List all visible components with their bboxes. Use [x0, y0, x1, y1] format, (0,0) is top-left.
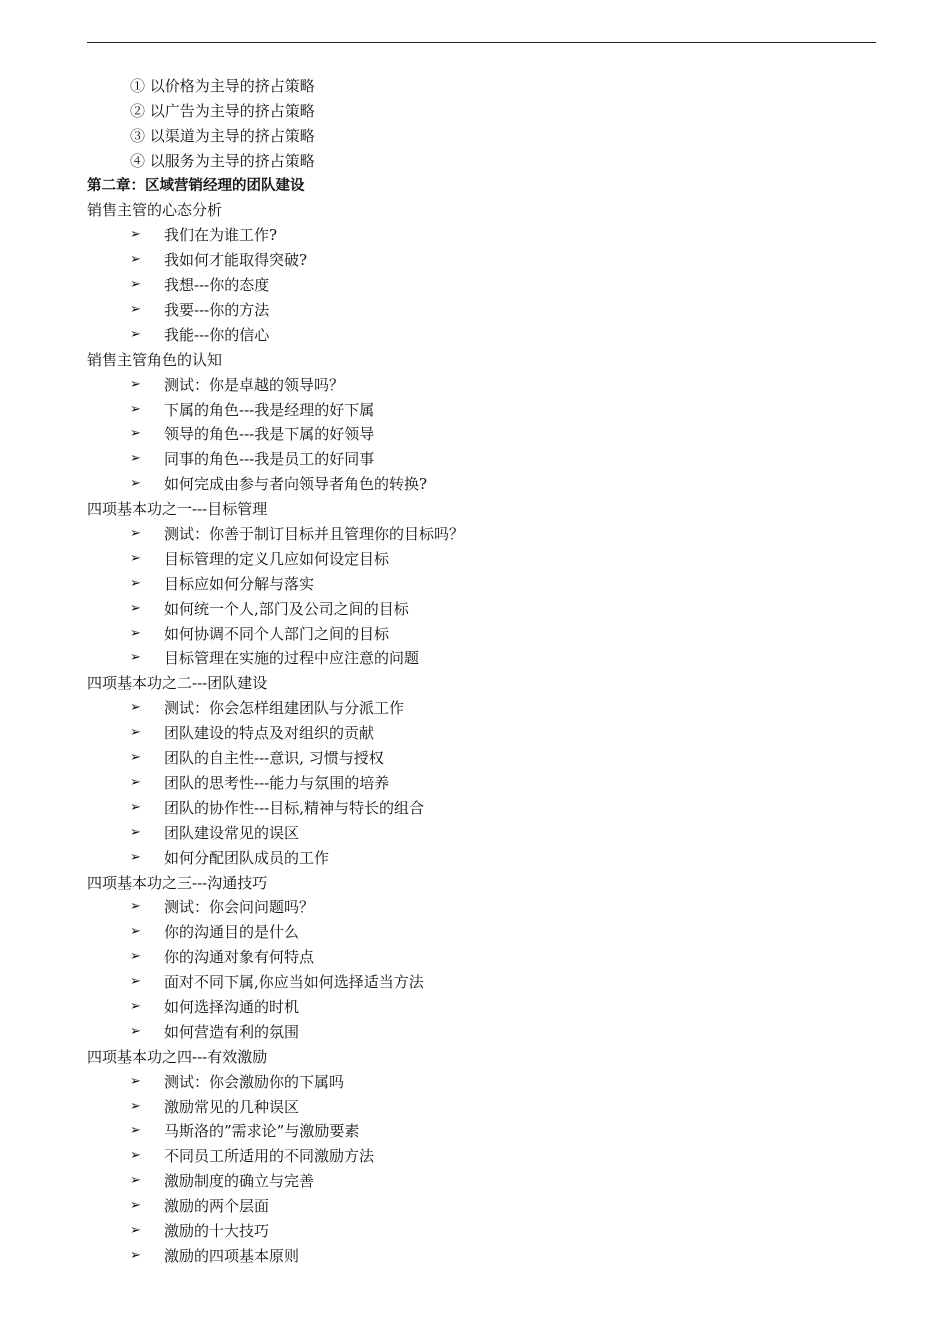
bullet-item: [87, 895, 887, 920]
arrow-bullet-icon: ➢: [130, 774, 141, 790]
bullet-item: [87, 447, 887, 472]
arrow-bullet-icon: ➢: [130, 600, 141, 616]
arrow-bullet-icon: ➢: [130, 824, 141, 840]
arrow-bullet-icon: ➢: [130, 376, 141, 392]
section-heading: 四项基本功之四---有效激励: [87, 1047, 268, 1066]
bullet-text: 我想---你的态度: [164, 276, 270, 295]
arrow-bullet-icon: ➢: [130, 700, 141, 716]
bullet-item: [87, 646, 887, 671]
bullet-text: 测试：你是卓越的领导吗？: [164, 375, 345, 394]
section-heading: 四项基本功之一---目标管理: [87, 500, 268, 519]
bullet-item: [87, 398, 887, 423]
bullet-item: [87, 821, 887, 846]
arrow-bullet-icon: ➢: [130, 1098, 141, 1114]
bullet-item: [87, 1169, 887, 1194]
bullet-item: [87, 696, 887, 721]
bullet-text: 同事的角色---我是员工的好同事: [164, 450, 375, 469]
arrow-bullet-icon: ➢: [130, 799, 141, 815]
arrow-bullet-icon: ➢: [130, 451, 141, 467]
bullet-item: [87, 945, 887, 970]
bullet-item: [87, 995, 887, 1020]
arrow-bullet-icon: ➢: [130, 476, 141, 492]
section-heading: 销售主管角色的认知: [87, 350, 223, 369]
bullet-text: 团队的协作性---目标,精神与特长的组合: [164, 798, 424, 817]
bullet-item: [87, 522, 887, 547]
bullet-item: [87, 920, 887, 945]
bullet-item: [87, 796, 887, 821]
bullet-text: 团队的思考性---能力与氛围的培养: [164, 773, 390, 792]
bullet-item: [87, 746, 887, 771]
bullet-text: 面对不同下属,你应当如何选择适当方法: [164, 973, 424, 992]
bullet-text: 我如何才能取得突破?: [164, 251, 308, 270]
bullet-text: 如何营造有利的氛围: [164, 1022, 300, 1041]
arrow-bullet-icon: ➢: [130, 1173, 141, 1189]
arrow-bullet-icon: ➢: [130, 949, 141, 965]
bullet-item: [87, 1020, 887, 1045]
arrow-bullet-icon: ➢: [130, 1247, 141, 1263]
bullet-item: [87, 248, 887, 273]
bullet-text: 团队建设的特点及对组织的贡献: [164, 724, 375, 743]
bullet-text: 如何分配团队成员的工作: [164, 848, 330, 867]
arrow-bullet-icon: ➢: [130, 1222, 141, 1238]
chapter-title: 第二章：区域营销经理的团队建设: [87, 177, 305, 194]
arrow-bullet-icon: ➢: [130, 277, 141, 293]
bullet-text: 目标管理在实施的过程中应注意的问题: [164, 649, 420, 668]
bullet-text: 团队的自主性---意识, 习惯与授权: [164, 749, 384, 768]
section-heading: 销售主管的心态分析: [87, 201, 223, 220]
bullet-text: 你的沟通对象有何特点: [164, 948, 315, 967]
bullet-text: 如何统一个人,部门及公司之间的目标: [164, 599, 409, 618]
arrow-bullet-icon: ➢: [130, 725, 141, 741]
arrow-bullet-icon: ➢: [130, 302, 141, 318]
bullet-text: 激励制度的确立与完善: [164, 1172, 315, 1191]
document-body: [87, 74, 887, 1269]
bullet-text: 测试：你会激励你的下属吗: [164, 1072, 345, 1091]
bullet-item: [87, 223, 887, 248]
bullet-text: 目标应如何分解与落实: [164, 574, 315, 593]
bullet-text: 激励的四项基本原则: [164, 1246, 300, 1265]
bullet-item: [87, 622, 887, 647]
bullet-text: 领导的角色---我是下属的好领导: [164, 425, 375, 444]
bullet-text: 测试：你善于制订目标并且管理你的目标吗？: [164, 525, 465, 544]
arrow-bullet-icon: ➢: [130, 252, 141, 268]
bullet-item: [87, 373, 887, 398]
bullet-item: [87, 422, 887, 447]
bullet-text: 测试：你会问问题吗？: [164, 898, 315, 917]
arrow-bullet-icon: ➢: [130, 227, 141, 243]
bullet-text: 下属的角色---我是经理的好下属: [164, 400, 375, 419]
bullet-text: 激励的十大技巧: [164, 1221, 270, 1240]
arrow-bullet-icon: ➢: [130, 526, 141, 542]
numbered-item: ④ 以服务为主导的挤占策略: [130, 151, 315, 170]
bullet-item: [87, 771, 887, 796]
bullet-item: [87, 298, 887, 323]
bullet-text: 如何完成由参与者向领导者角色的转换?: [164, 475, 428, 494]
bullet-text: 目标管理的定义几应如何设定目标: [164, 549, 390, 568]
arrow-bullet-icon: ➢: [130, 1073, 141, 1089]
bullet-text: 马斯洛的”需求论”与激励要素: [164, 1122, 360, 1141]
numbered-item: ① 以价格为主导的挤占策略: [130, 77, 315, 95]
bullet-text: 我要---你的方法: [164, 301, 270, 320]
section-heading: 四项基本功之二---团队建设: [87, 674, 268, 693]
arrow-bullet-icon: ➢: [130, 1023, 141, 1039]
arrow-bullet-icon: ➢: [130, 1148, 141, 1164]
bullet-text: 如何选择沟通的时机: [164, 997, 300, 1016]
bullet-item: [87, 1194, 887, 1219]
arrow-bullet-icon: ➢: [130, 575, 141, 591]
arrow-bullet-icon: ➢: [130, 899, 141, 915]
bullet-text: 如何协调不同个人部门之间的目标: [164, 624, 390, 643]
bullet-item: [87, 572, 887, 597]
arrow-bullet-icon: ➢: [130, 426, 141, 442]
bullet-item: [87, 1244, 887, 1269]
arrow-bullet-icon: ➢: [130, 998, 141, 1014]
bullet-text: 团队建设常见的误区: [164, 823, 300, 842]
bullet-item: [87, 273, 887, 298]
bullet-item: [87, 721, 887, 746]
bullet-text: 激励的两个层面: [164, 1197, 270, 1216]
arrow-bullet-icon: ➢: [130, 974, 141, 990]
arrow-bullet-icon: ➢: [130, 1198, 141, 1214]
arrow-bullet-icon: ➢: [130, 650, 141, 666]
bullet-item: [87, 970, 887, 995]
numbered-item: ③ 以渠道为主导的挤占策略: [130, 126, 315, 145]
bullet-item: [87, 1095, 887, 1120]
header-rule: [87, 42, 876, 43]
arrow-bullet-icon: ➢: [130, 401, 141, 417]
bullet-item: [87, 1070, 887, 1095]
arrow-bullet-icon: ➢: [130, 849, 141, 865]
arrow-bullet-icon: ➢: [130, 326, 141, 342]
bullet-text: 激励常见的几种误区: [164, 1097, 300, 1116]
bullet-text: 我能---你的信心: [164, 325, 270, 344]
bullet-item: [87, 323, 887, 348]
bullet-item: [87, 846, 887, 871]
bullet-text: 我们在为谁工作?: [164, 226, 278, 245]
arrow-bullet-icon: ➢: [130, 550, 141, 566]
section-heading: 四项基本功之三---沟通技巧: [87, 873, 268, 892]
bullet-item: [87, 472, 887, 497]
arrow-bullet-icon: ➢: [130, 1123, 141, 1139]
bullet-item: [87, 597, 887, 622]
bullet-item: [87, 1144, 887, 1169]
bullet-text: 不同员工所适用的不同激励方法: [164, 1147, 375, 1166]
bullet-item: [87, 547, 887, 572]
bullet-text: 你的沟通目的是什么: [164, 923, 300, 942]
numbered-item: ② 以广告为主导的挤占策略: [130, 101, 315, 120]
bullet-item: [87, 1119, 887, 1144]
arrow-bullet-icon: ➢: [130, 625, 141, 641]
bullet-item: [87, 1219, 887, 1244]
arrow-bullet-icon: ➢: [130, 750, 141, 766]
bullet-text: 测试：你会怎样组建团队与分派工作: [164, 699, 405, 718]
arrow-bullet-icon: ➢: [130, 924, 141, 940]
